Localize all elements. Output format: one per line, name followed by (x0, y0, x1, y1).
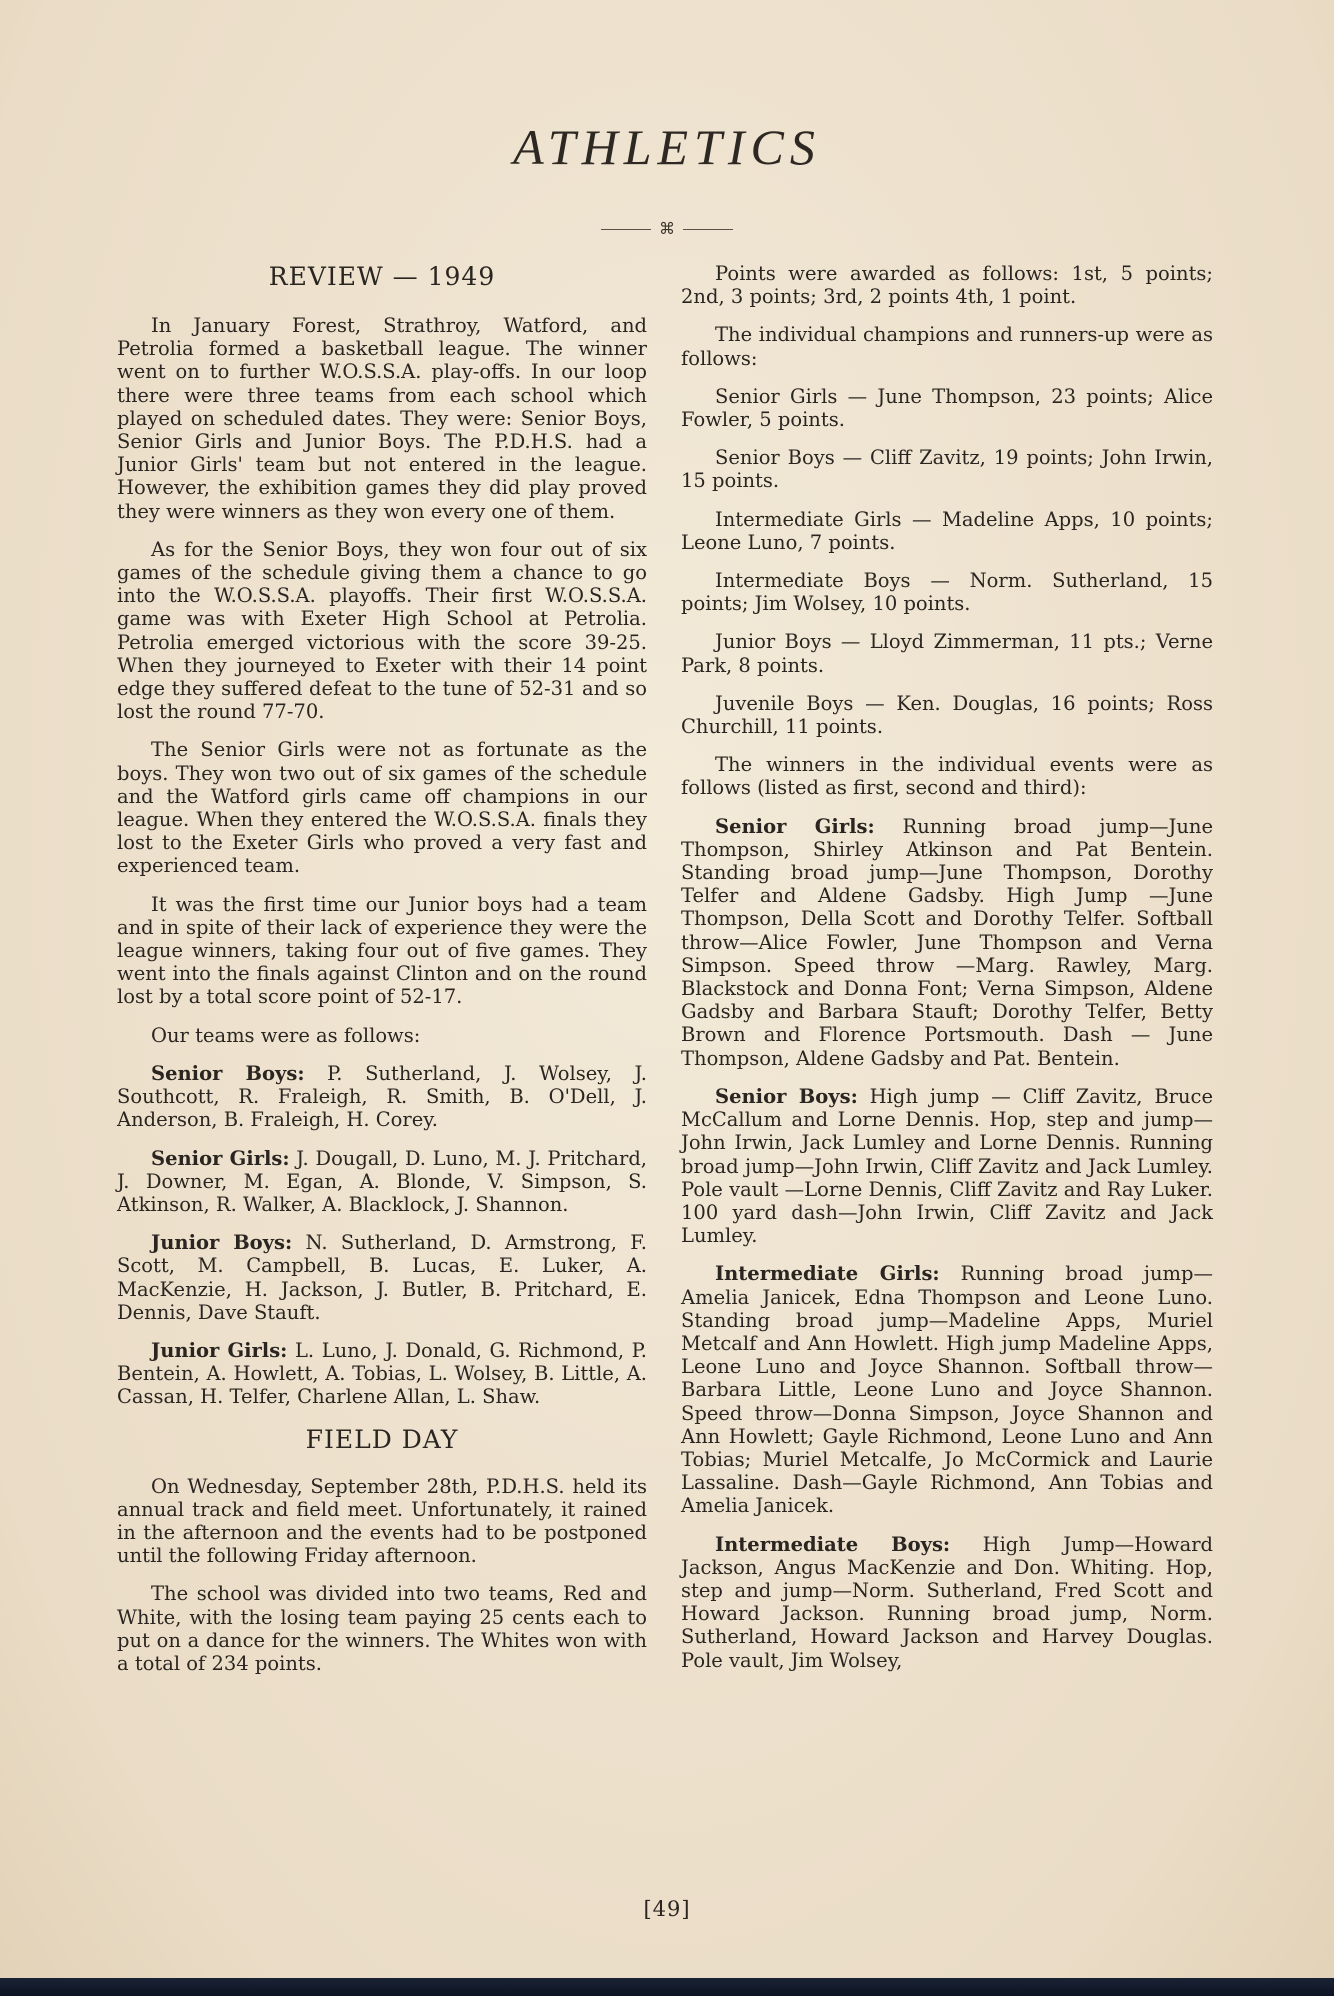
bottom-edge-band (0, 1978, 1334, 1996)
team-members: N. Sutherland, D. Armstrong, F. Scott, M. Campbell, B. Lucas, E. Luker, A. MacKenzie, H. Jackson, J. Butler, B. Pritchard, E. Dennis, Dave Stauft. (117, 1231, 647, 1324)
review-heading: REVIEW — 1949 (268, 262, 496, 291)
team-members: J. Dougall, D. Luno, M. J. Pritchard, J. Downer, M. Egan, A. Blonde, V. Simpson, S. Atkinson, R. Walker, A. Blacklock, J. Shannon. (117, 1146, 648, 1216)
title-ornament (587, 219, 747, 239)
event-results: High jump — Cliff Zavitz, Bruce McCallum and Lorne Dennis. Hop, step and jump—John Irwin, Jack Lumley and Lorne Dennis. Running broad jump—John Irwin, Cliff Zavitz and Jack Lumley. Pole vault —Lorne Dennis, Cliff Zavitz and Ray Luker. 100 yard dash—John Irwin, Cliff Zavitz and Jack Lumley. (681, 1084, 1213, 1248)
events-intro: The winners in the individual events were as follows (listed as first, second and third): (681, 753, 1213, 800)
champion-entry: Senior Girls — June Thompson, 23 points; Alice Fowler, 5 points. (681, 384, 1213, 432)
champion-entry: Intermediate Boys — Norm. Sutherland, 15 points; Jim Wolsey, 10 points. (681, 569, 1213, 616)
event-label: Senior Boys: (715, 1084, 858, 1108)
team-members: P. Sutherland, J. Wolsey, J. Southcott, R. Fraleigh, R. Smith, B. O'Dell, J. Anderson, B. Fraleigh, H. Corey. (117, 1061, 647, 1132)
review-paragraph: It was the first time our Junior boys had a team and in spite of their lack of experience they were the league winners, taking four out of five games. They went into the finals against Clinton and on the round lost by a total score point of 52-17. (117, 892, 647, 1009)
page-title: ATHLETICS (513, 119, 821, 175)
team-label: Senior Girls: (151, 1146, 290, 1170)
event-results-intermediate-boys (681, 1533, 1213, 1672)
event-results-senior-girls (681, 815, 1213, 1070)
champion-entry: Juvenile Boys — Ken. Douglas, 16 points; Ross Churchill, 11 points. (681, 691, 1213, 739)
field-day-paragraph: The school was divided into two teams, Red and White, with the losing team paying 25 cents each to put on a dance for the winners. The Whites won with a total of 234 points. (117, 1582, 647, 1675)
review-paragraph: Our teams were as follows: (151, 1023, 421, 1047)
event-results-intermediate-girls (681, 1262, 1213, 1517)
review-paragraph: The Senior Girls were not as fortunate as the boys. They won two out of six games of the schedule and the Watford girls came off champions in our league. When they entered the W.O.S.S.A. finals they lost to the Exeter Girls who proved a very fast and experienced team. (117, 738, 647, 878)
team-label: Senior Boys: (151, 1061, 305, 1085)
team-label: Junior Girls: (151, 1338, 288, 1362)
event-label: Senior Girls: (715, 814, 875, 838)
review-paragraph: In January Forest, Strathroy, Watford, and Petrolia formed a basketball league. The winner went on to further W.O.S.S.A. play-offs. In our loop there were three teams from each school which played on scheduled dates. They were: Senior Boys, Senior Girls and Junior Boys. The P.D.H.S. had a Junior Girls' team but not entered in the league. However, the exhibition games they did play proved they were winners as they won every one of them. (117, 314, 647, 523)
page-number: [49] (643, 1897, 691, 1921)
points-paragraph: Points were awarded as follows: 1st, 5 points; 2nd, 3 points; 3rd, 2 points 4th, 1 point. (681, 262, 1213, 309)
team-members: L. Luno, J. Donald, G. Richmond, P. Bentein, A. Howlett, A. Tobias, L. Wolsey, B. Little, A. Cassan, H. Telfer, Charlene Allan, L. Shaw. (117, 1338, 647, 1409)
ornament-rule-right (683, 229, 733, 230)
field-day-heading: FIELD DAY (305, 1424, 459, 1454)
team-roster-junior-girls (117, 1339, 647, 1409)
champion-entry: Intermediate Girls — Madeline Apps, 10 points; Leone Luno, 7 points. (681, 507, 1213, 554)
ornament-rule-left (601, 229, 651, 230)
champion-entry: Senior Boys — Cliff Zavitz, 19 points; John Irwin, 15 points. (681, 446, 1213, 493)
field-day-paragraph: On Wednesday, September 28th, P.D.H.S. held its annual track and field meet. Unfortunately, it rained in the afternoon and the events had to be postponed until the following Friday afternoon. (117, 1474, 647, 1568)
review-paragraph: As for the Senior Boys, they won four out of six games of the schedule giving them a chance to go into the W.O.S.S.A. playoffs. Their first W.O.S.S.A. game was with Exeter High School at Petrolia. Petrolia emerged victorious with the score 39-25. When they journeyed to Exeter with their 14 point edge they suffered defeat to the tune of 52-31 and so lost the round 77-70. (117, 537, 647, 724)
champions-intro: The individual champions and runners-up were as follows: (681, 323, 1213, 370)
event-label: Intermediate Girls: (715, 1262, 940, 1286)
team-label: Junior Boys: (151, 1231, 293, 1255)
event-results: High Jump—Howard Jackson, Angus MacKenzie and Don. Whiting. Hop, step and jump—Norm. Sutherland, Fred Scott and Howard Jackson. Running broad jump, Norm. Sutherland, Howard Jackson and Harvey Douglas. Pole vault, Jim Wolsey, (681, 1532, 1213, 1672)
ornament-icon: ⌘ (659, 219, 675, 238)
event-results: Running broad jump—June Thompson, Shirley Atkinson and Pat Bentein. Standing broad jump—June Thompson, Dorothy Telfer and Aldene Gadsby. High Jump —June Thompson, Della Scott and Dorothy Telfer. Softball throw—Alice Fowler, June Thompson and Verna Simpson. Speed throw —Marg. Rawley, Marg. Blackstock and Donna Font; Verna Simpson, Aldene Gadsby and Barbara Stauft; Dorothy Telfer, Betty Brown and Florence Portsmouth. Dash — June Thompson, Aldene Gadsby and Pat. Bentein. (681, 814, 1213, 1070)
event-results: Running broad jump—Amelia Janicek, Edna Thompson and Leone Luno. Standing broad jump—Madeline Apps, Muriel Metcalf and Ann Howlett. High jump Madeline Apps, Leone Luno and Joyce Shannon. Softball throw—Barbara Little, Leone Luno and Joyce Shannon. Speed throw—Donna Simpson, Joyce Shannon and Ann Howlett; Gayle Richmond, Leone Luno and Ann Tobias; Muriel Metcalfe, Jo McCormick and Laurie Lassaline. Dash—Gayle Richmond, Ann Tobias and Amelia Janicek. (681, 1262, 1214, 1518)
event-results-senior-boys (681, 1085, 1213, 1247)
team-roster-senior-girls (117, 1147, 647, 1217)
left-column (117, 262, 647, 1690)
champion-entry: Junior Boys — Lloyd Zimmerman, 11 pts.; Verne Park, 8 points. (681, 630, 1213, 677)
event-label: Intermediate Boys: (715, 1532, 951, 1556)
team-roster-senior-boys (117, 1062, 647, 1132)
right-column (681, 262, 1213, 1687)
team-roster-junior-boys (117, 1231, 647, 1324)
